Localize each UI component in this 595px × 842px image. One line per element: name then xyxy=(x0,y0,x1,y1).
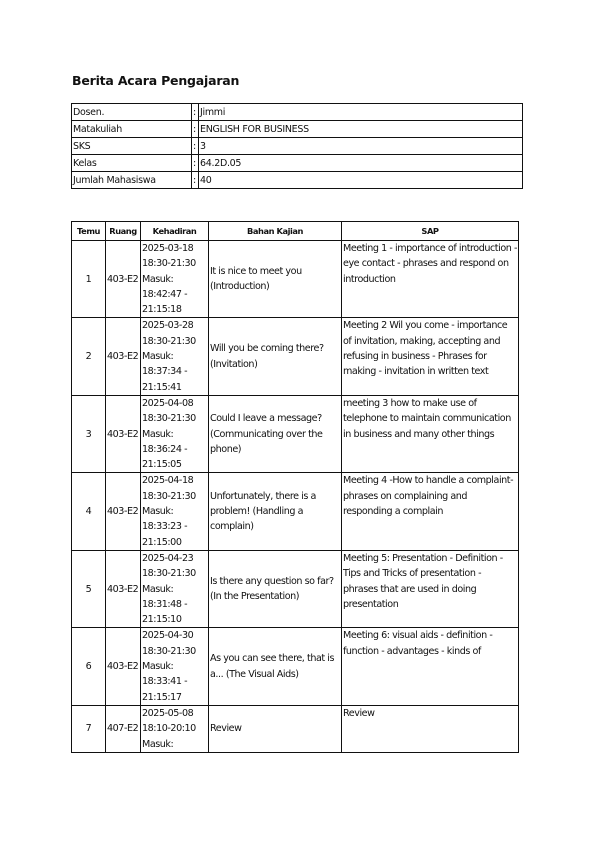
meeting-number: 1 xyxy=(72,241,106,318)
table-header-row xyxy=(72,222,519,241)
topic-cell: Review xyxy=(209,705,342,752)
info-label: SKS xyxy=(72,138,192,155)
column-header-temu: Temu xyxy=(72,222,106,241)
sessions-table xyxy=(71,221,519,753)
info-separator: : xyxy=(192,155,199,172)
info-value: ENGLISH FOR BUSINESS xyxy=(199,121,523,138)
topic-cell: Will you be coming there? (Invitation) xyxy=(209,318,342,395)
course-info-table xyxy=(71,103,523,189)
table-row xyxy=(72,395,519,472)
sap-cell: Meeting 1 - importance of introduction - eye contact - phrases and respond on introduction xyxy=(342,241,519,318)
info-row-jumlah-mahasiswa xyxy=(72,172,523,189)
info-label: Dosen. xyxy=(72,104,192,121)
attendance-cell: 2025-03-18 18:30-21:30 Masuk: 18:42:47 - 21:15:18 xyxy=(141,241,209,318)
room-cell: 403-E2 xyxy=(106,628,141,705)
topic-cell: Is there any question so far? (In the Presentation) xyxy=(209,550,342,627)
column-header-kehadiran: Kehadiran xyxy=(141,222,209,241)
attendance-cell: 2025-04-23 18:30-21:30 Masuk: 18:31:48 - 21:15:10 xyxy=(141,550,209,627)
info-value: Jimmi xyxy=(199,104,523,121)
attendance-cell: 2025-05-08 18:10-20:10 Masuk: xyxy=(141,705,209,752)
column-header-ruang: Ruang xyxy=(106,222,141,241)
info-separator: : xyxy=(192,121,199,138)
sap-cell: Meeting 2 Wil you come - importance of invitation, making, accepting and refusing in business - Phrases for making - invitation in written text xyxy=(342,318,519,395)
info-label: Jumlah Mahasiswa xyxy=(72,172,192,189)
meeting-number: 6 xyxy=(72,628,106,705)
meeting-number: 4 xyxy=(72,473,106,550)
info-row-sks xyxy=(72,138,523,155)
table-row xyxy=(72,705,519,752)
meeting-number: 5 xyxy=(72,550,106,627)
topic-cell: Could I leave a message? (Communicating over the phone) xyxy=(209,395,342,472)
room-cell: 403-E2 xyxy=(106,241,141,318)
topic-cell: It is nice to meet you (Introduction) xyxy=(209,241,342,318)
table-row xyxy=(72,473,519,550)
sap-cell: Meeting 5: Presentation - Definition - Tips and Tricks of presentation - phrases that are used in doing presentation xyxy=(342,550,519,627)
room-cell: 407-E2 xyxy=(106,705,141,752)
page-title: Berita Acara Pengajaran xyxy=(72,73,240,88)
meeting-number: 2 xyxy=(72,318,106,395)
info-value: 3 xyxy=(199,138,523,155)
info-row-dosen xyxy=(72,104,523,121)
info-value: 40 xyxy=(199,172,523,189)
info-label: Kelas xyxy=(72,155,192,172)
table-row xyxy=(72,241,519,318)
sap-cell: Meeting 6: visual aids - definition - function - advantages - kinds of xyxy=(342,628,519,705)
room-cell: 403-E2 xyxy=(106,473,141,550)
info-label: Matakuliah xyxy=(72,121,192,138)
table-row xyxy=(72,318,519,395)
table-row xyxy=(72,550,519,627)
info-separator: : xyxy=(192,172,199,189)
sap-cell: meeting 3 how to make use of telephone to maintain communication in business and many other things xyxy=(342,395,519,472)
meeting-number: 3 xyxy=(72,395,106,472)
table-row xyxy=(72,628,519,705)
room-cell: 403-E2 xyxy=(106,318,141,395)
meeting-number: 7 xyxy=(72,705,106,752)
sap-cell: Review xyxy=(342,705,519,752)
sap-cell: Meeting 4 -How to handle a complaint- phrases on complaining and responding a complain xyxy=(342,473,519,550)
info-value: 64.2D.05 xyxy=(199,155,523,172)
info-row-kelas xyxy=(72,155,523,172)
info-separator: : xyxy=(192,138,199,155)
column-header-sap: SAP xyxy=(342,222,519,241)
attendance-cell: 2025-04-18 18:30-21:30 Masuk: 18:33:23 - 21:15:00 xyxy=(141,473,209,550)
room-cell: 403-E2 xyxy=(106,550,141,627)
info-row-matakuliah xyxy=(72,121,523,138)
topic-cell: Unfortunately, there is a problem! (Handling a complain) xyxy=(209,473,342,550)
attendance-cell: 2025-04-30 18:30-21:30 Masuk: 18:33:41 - 21:15:17 xyxy=(141,628,209,705)
attendance-cell: 2025-04-08 18:30-21:30 Masuk: 18:36:24 - 21:15:05 xyxy=(141,395,209,472)
info-separator: : xyxy=(192,104,199,121)
topic-cell: As you can see there, that is a... (The Visual Aids) xyxy=(209,628,342,705)
column-header-bahan-kajian: Bahan Kajian xyxy=(209,222,342,241)
room-cell: 403-E2 xyxy=(106,395,141,472)
attendance-cell: 2025-03-28 18:30-21:30 Masuk: 18:37:34 - 21:15:41 xyxy=(141,318,209,395)
